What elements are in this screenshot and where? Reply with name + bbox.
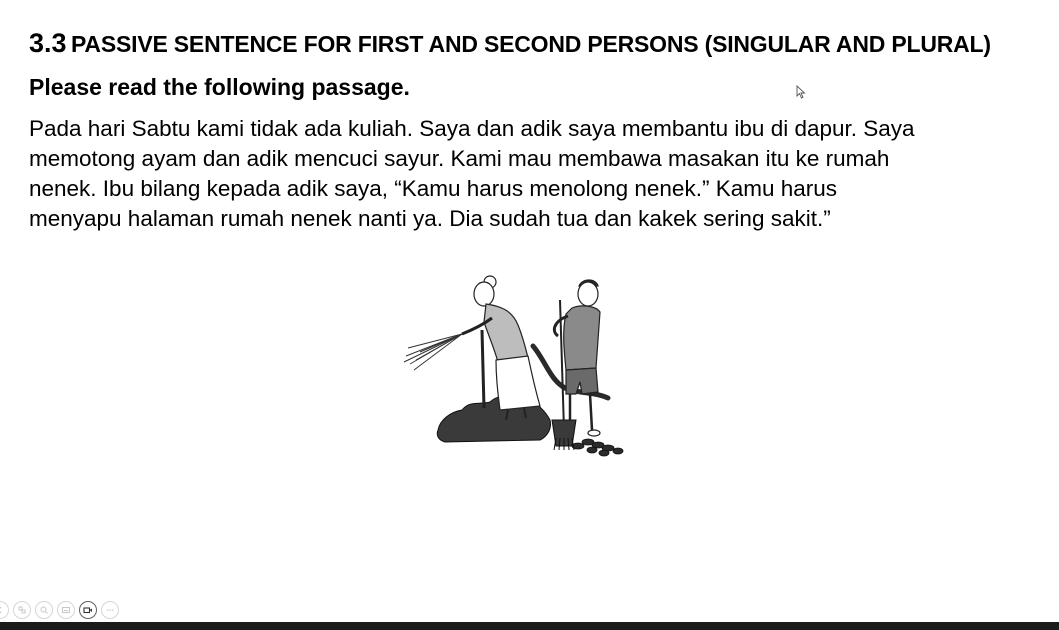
passage-line: nenek. Ibu bilang kepada adik saya, “Kamu harus menolong nenek.” Kamu harus [29, 176, 838, 201]
instruction-heading: Please read the following passage. [29, 74, 410, 100]
presenter-toolbar [0, 601, 119, 619]
camera-icon [83, 605, 93, 615]
subtitles-icon [61, 605, 71, 615]
slides-icon [17, 605, 27, 615]
passage-line: Pada hari Sabtu kami tidak ada kuliah. Saya dan adik saya membantu ibu di dapur. Saya [29, 116, 915, 141]
zoom-icon [39, 605, 49, 615]
passage-line: menyapu halaman rumah nenek nanti ya. Dia sudah tua dan kakek sering sakit.” [29, 206, 831, 231]
more-button[interactable] [101, 601, 119, 619]
page-title [29, 26, 991, 65]
camera-button[interactable] [79, 601, 97, 619]
mouse-pointer-icon [796, 85, 806, 99]
subtitles-button[interactable] [57, 601, 75, 619]
more-icon [105, 605, 115, 615]
passage-text [29, 114, 1039, 234]
passage-line: memotong ayam dan adik mencuci sayur. Kami mau membawa masakan itu ke rumah [29, 146, 890, 171]
sweeping-illustration [400, 270, 632, 458]
slides-button[interactable] [13, 601, 31, 619]
previous-button[interactable] [0, 601, 9, 619]
taskbar-strip [0, 622, 1059, 630]
title-text: PASSIVE SENTENCE FOR FIRST AND SECOND PERSONS (SINGULAR AND PLURAL) [71, 31, 991, 57]
title-number: 3.3 [29, 28, 67, 58]
zoom-button[interactable] [35, 601, 53, 619]
previous-icon [0, 605, 5, 615]
